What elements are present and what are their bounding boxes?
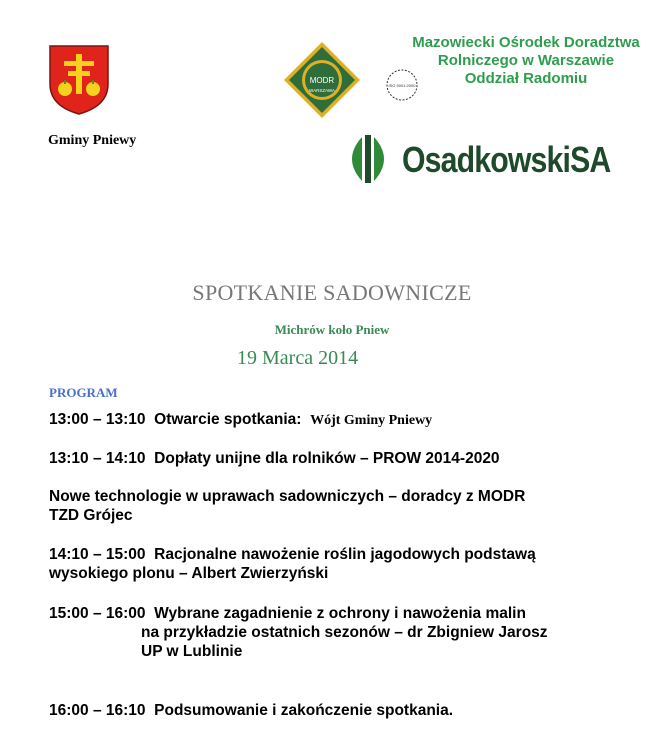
agenda-time: 13:10 – 14:10 (49, 450, 146, 467)
modr-name-line-1: Mazowiecki Ośrodek Doradztwa (412, 34, 640, 51)
coat-of-arms-icon (48, 44, 110, 116)
agenda-item (49, 604, 548, 661)
event-title: SPOTKANIE SADOWNICZE (192, 280, 472, 305)
agenda-text: Otwarcie spotkania: (154, 411, 302, 428)
agenda-speaker: Wójt Gminy Pniewy (310, 413, 433, 428)
agenda-item (49, 410, 432, 430)
agenda-text: Podsumowanie i zakończenie spotkania. (154, 702, 454, 719)
agenda-text: na przykładzie ostatnich sezonów – dr Zbigniew Jarosz (141, 624, 548, 641)
program-label: PROGRAM (49, 385, 118, 400)
agenda-item (49, 487, 525, 525)
iso-text: ISO 9001:2000 (388, 83, 416, 88)
agenda-text: Nowe technologie w uprawach sadowniczych – doradcy z MODR (49, 488, 526, 505)
modr-logo-text: MODR (309, 76, 335, 85)
modr-name-line-2: Rolniczego w Warszawie (437, 52, 615, 69)
agenda-text: Dopłaty unijne dla rolników – PROW 2014-2020 (154, 450, 500, 467)
agenda-time: 13:00 – 13:10 (49, 411, 146, 428)
osadkowski-leaf-icon (340, 133, 396, 185)
event-place: Michrów koło Pniew (274, 322, 390, 337)
sponsor-name: OsadkowskiSA (402, 139, 611, 180)
modr-logo-icon (282, 40, 362, 120)
modr-logo-subtext: WARSZAWA (309, 88, 335, 93)
agenda-item (49, 545, 536, 583)
agenda-text: TZD Grójec (49, 507, 133, 524)
event-date: 19 Marca 2014 (237, 347, 359, 369)
agenda-text: wysokiego plonu – Albert Zwierzyński (49, 565, 329, 582)
agenda-item (49, 449, 500, 468)
agenda-text: UP w Lublinie (141, 643, 243, 660)
modr-name-line-3: Oddział Radomiu (464, 70, 588, 87)
agenda-time: 15:00 – 16:00 (49, 605, 146, 622)
agenda-text: Racjonalne nawożenie roślin jagodowych podstawą (154, 546, 536, 563)
gmina-label: Gminy Pniewy (48, 133, 137, 148)
agenda-time: 16:00 – 16:10 (49, 702, 146, 719)
agenda-item (49, 701, 453, 720)
agenda-text: Wybrane zagadnienie z ochrony i nawożenia malin (154, 605, 526, 622)
agenda-time: 14:10 – 15:00 (49, 546, 146, 563)
